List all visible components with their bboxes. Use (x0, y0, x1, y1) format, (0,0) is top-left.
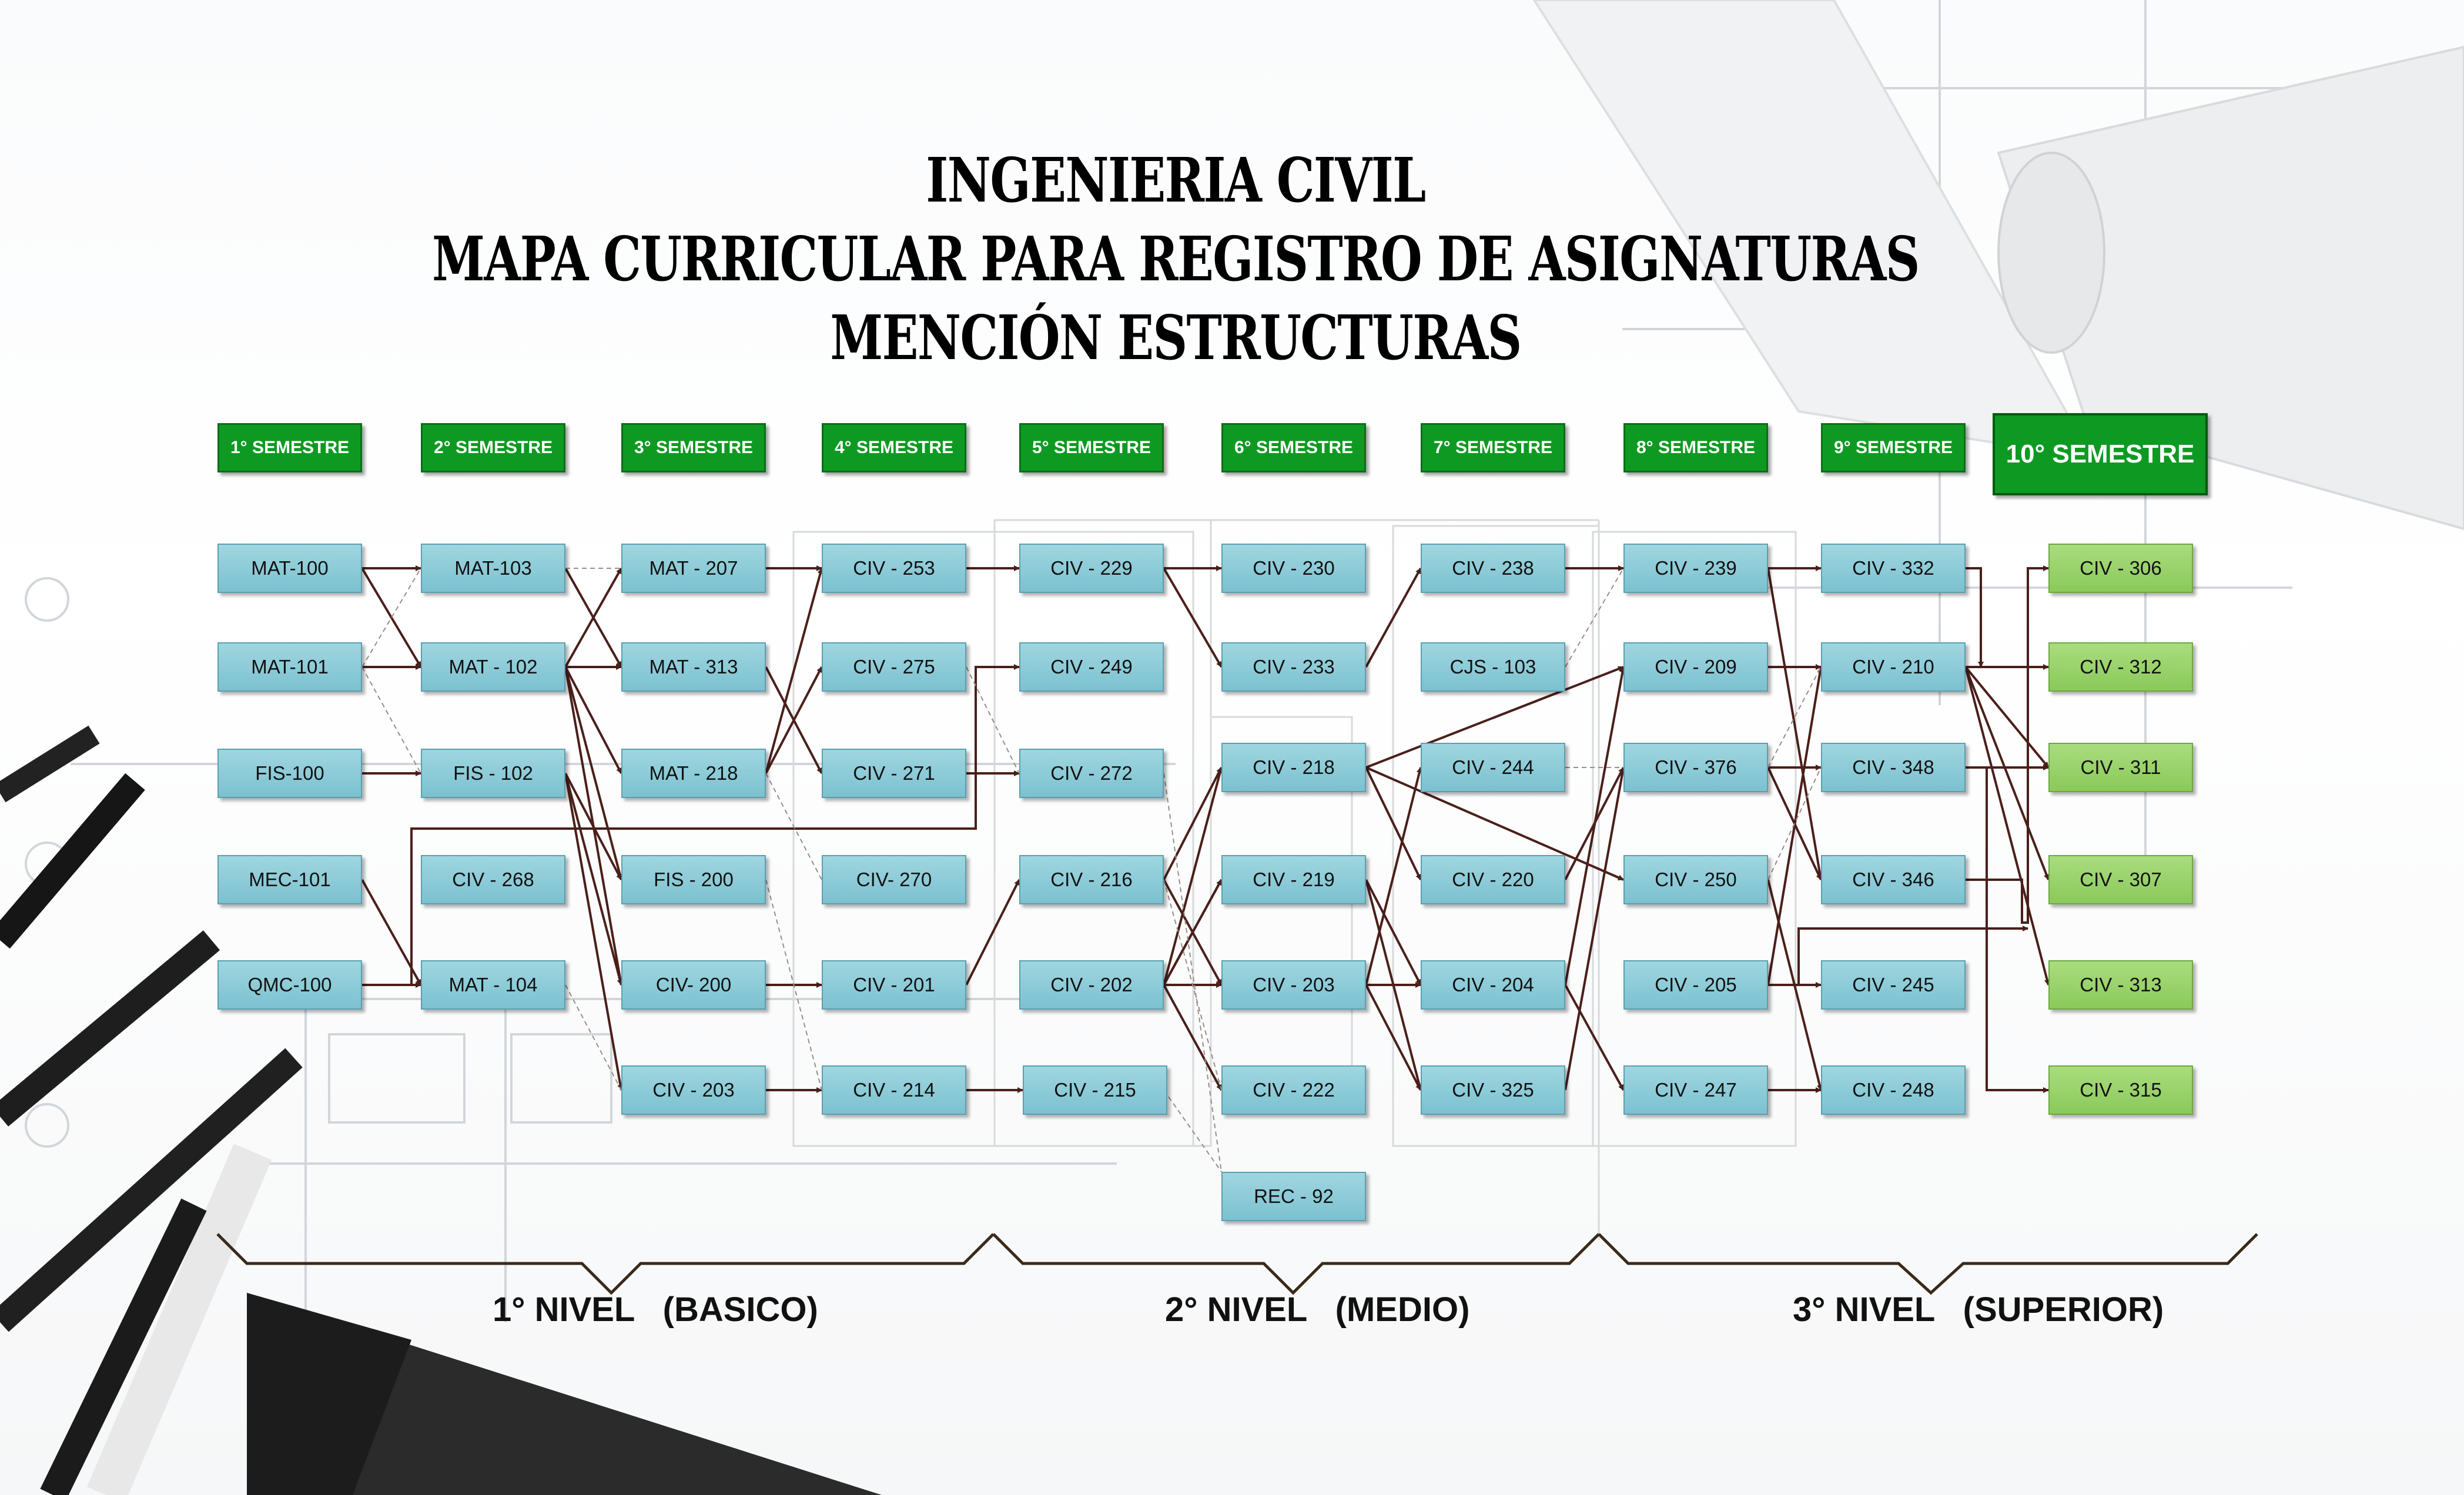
prerequisite-arrow (1966, 667, 2048, 985)
course-box[interactable]: CIV - 215 (1023, 1065, 1167, 1115)
course-box[interactable]: MAT - 104 (421, 960, 565, 1010)
semester-header-8: 8° SEMESTRE (1623, 423, 1768, 472)
semester-header-10: 10° SEMESTRE (1993, 413, 2208, 495)
prerequisite-arrow (1565, 767, 1623, 1090)
prerequisite-arrow (1565, 667, 1623, 985)
course-box[interactable]: CIV- 200 (621, 960, 766, 1010)
course-box-final[interactable]: CIV - 312 (2048, 642, 2193, 692)
course-box[interactable]: CIV - 253 (822, 544, 966, 593)
course-box-final[interactable]: CIV - 306 (2048, 544, 2193, 593)
course-box[interactable]: MAT - 218 (621, 749, 766, 798)
course-box[interactable]: CIV - 220 (1421, 855, 1565, 904)
course-box[interactable]: CIV - 219 (1221, 855, 1366, 904)
course-box[interactable]: CIV - 202 (1019, 960, 1164, 1010)
prerequisite-connector (1966, 568, 1981, 667)
semester-header-2: 2° SEMESTRE (421, 423, 565, 472)
prerequisite-arrow (565, 667, 621, 880)
course-box[interactable]: FIS - 200 (621, 855, 766, 904)
course-box[interactable]: CIV - 233 (1221, 642, 1366, 692)
course-box[interactable]: MAT-101 (217, 642, 362, 692)
level-label-medium: 2° NIVEL (MEDIO) (1165, 1290, 1470, 1329)
course-box[interactable]: CIV - 268 (421, 855, 565, 904)
course-box[interactable]: CIV - 201 (822, 960, 966, 1010)
course-box[interactable]: CIV - 203 (1221, 960, 1366, 1010)
course-box-final[interactable]: CIV - 315 (2048, 1065, 2193, 1115)
course-box[interactable]: MAT - 313 (621, 642, 766, 692)
course-box[interactable]: MAT-103 (421, 544, 565, 593)
prerequisite-arrow (966, 880, 1019, 985)
prerequisite-arrow (1768, 667, 1821, 985)
course-box[interactable]: CIV - 332 (1821, 544, 1966, 593)
course-box[interactable]: CIV - 275 (822, 642, 966, 692)
optional-link (966, 667, 1019, 773)
course-box[interactable]: CIV - 348 (1821, 743, 1966, 792)
title-main: INGENIERIA CIVIL (926, 144, 1425, 216)
optional-link (1565, 568, 1623, 667)
semester-header-5: 5° SEMESTRE (1019, 423, 1164, 472)
course-box[interactable]: CIV - 247 (1623, 1065, 1768, 1115)
course-box[interactable]: CIV - 238 (1421, 544, 1565, 593)
prerequisite-arrow (565, 773, 621, 985)
course-box[interactable]: FIS-100 (217, 749, 362, 798)
course-box[interactable]: CIV - 325 (1421, 1065, 1565, 1115)
course-box[interactable]: CIV - 222 (1221, 1065, 1366, 1115)
course-box[interactable]: MAT-100 (217, 544, 362, 593)
course-box[interactable]: CIV - 205 (1623, 960, 1768, 1010)
semester-header-1: 1° SEMESTRE (217, 423, 362, 472)
title-mention: MENCIÓN ESTRUCTURAS (830, 301, 1521, 374)
course-box[interactable]: CIV - 203 (621, 1065, 766, 1115)
course-box[interactable]: MAT - 207 (621, 544, 766, 593)
course-box[interactable]: CJS - 103 (1421, 642, 1565, 692)
course-box-final[interactable]: CIV - 313 (2048, 960, 2193, 1010)
semester-header-4: 4° SEMESTRE (822, 423, 966, 472)
course-box[interactable]: CIV - 244 (1421, 743, 1565, 792)
semester-header-3: 3° SEMESTRE (621, 423, 766, 472)
prerequisite-connector (362, 667, 1019, 985)
course-box[interactable]: REC - 92 (1221, 1172, 1366, 1221)
optional-link (362, 667, 421, 773)
course-box[interactable]: CIV - 216 (1019, 855, 1164, 904)
course-box[interactable]: MEC-101 (217, 855, 362, 904)
course-box[interactable]: CIV - 214 (822, 1065, 966, 1115)
semester-header-9: 9° SEMESTRE (1821, 423, 1966, 472)
course-box[interactable]: CIV - 271 (822, 749, 966, 798)
title-subtitle: MAPA CURRICULAR PARA REGISTRO DE ASIGNATURAS (432, 223, 1919, 295)
course-box[interactable]: QMC-100 (217, 960, 362, 1010)
course-box[interactable]: CIV - 239 (1623, 544, 1768, 593)
course-box[interactable]: CIV - 250 (1623, 855, 1768, 904)
course-box[interactable]: CIV - 230 (1221, 544, 1366, 593)
course-box[interactable]: CIV - 209 (1623, 642, 1768, 692)
level-label-basic: 1° NIVEL (BASICO) (493, 1290, 818, 1329)
course-box-final[interactable]: CIV - 311 (2048, 743, 2193, 792)
prerequisite-connector (1966, 568, 2048, 923)
course-box[interactable]: CIV - 272 (1019, 749, 1164, 798)
course-box[interactable]: MAT - 102 (421, 642, 565, 692)
course-box[interactable]: CIV - 210 (1821, 642, 1966, 692)
course-box[interactable]: CIV - 204 (1421, 960, 1565, 1010)
course-box[interactable]: CIV - 249 (1019, 642, 1164, 692)
course-box[interactable]: CIV - 218 (1221, 743, 1366, 792)
level-braces (217, 1234, 2257, 1293)
course-box[interactable]: CIV - 245 (1821, 960, 1966, 1010)
course-box-final[interactable]: CIV - 307 (2048, 855, 2193, 904)
level-label-superior: 3° NIVEL (SUPERIOR) (1793, 1290, 2164, 1329)
semester-header-6: 6° SEMESTRE (1221, 423, 1366, 472)
course-box[interactable]: CIV- 270 (822, 855, 966, 904)
course-box[interactable]: CIV - 346 (1821, 855, 1966, 904)
course-box[interactable]: CIV - 248 (1821, 1065, 1966, 1115)
prerequisite-arrow (1966, 667, 2048, 880)
course-box[interactable]: CIV - 229 (1019, 544, 1164, 593)
semester-header-7: 7° SEMESTRE (1421, 423, 1565, 472)
course-box[interactable]: FIS - 102 (421, 749, 565, 798)
course-box[interactable]: CIV - 376 (1623, 743, 1768, 792)
